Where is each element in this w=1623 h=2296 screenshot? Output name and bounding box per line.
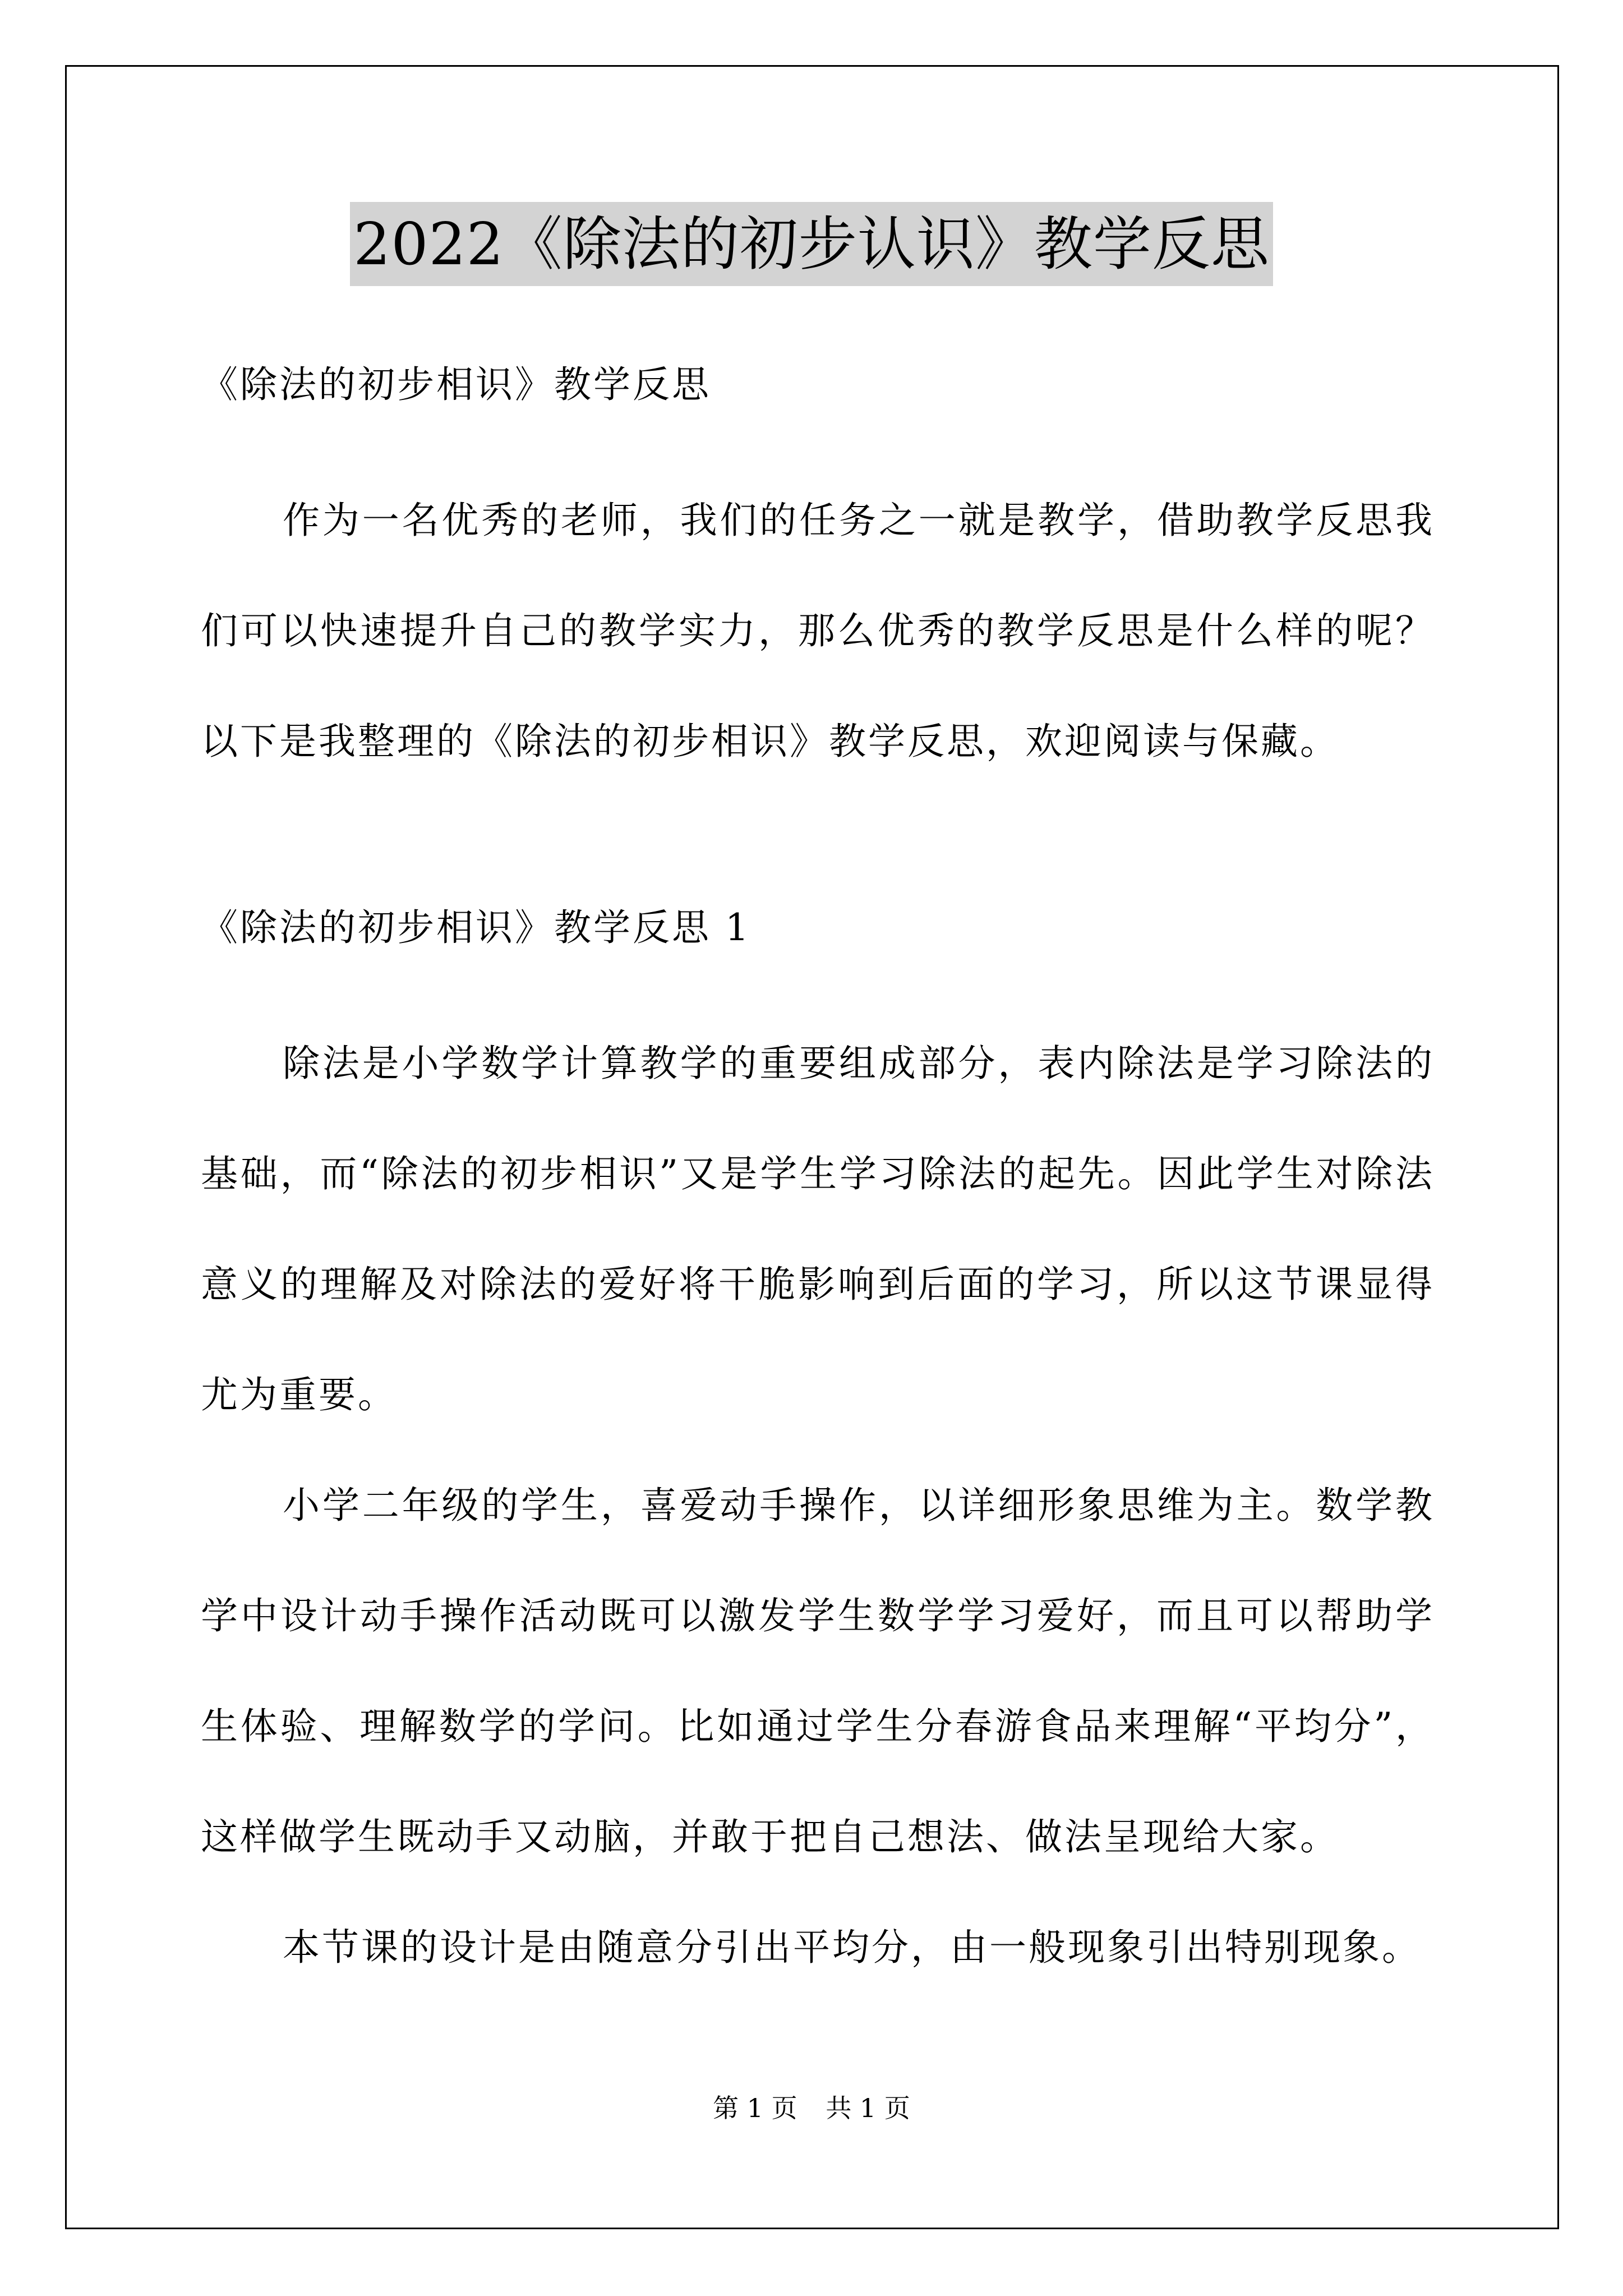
page-number: 第 1 页 <box>713 2093 797 2123</box>
section-heading: 《除法的初步相识》教学反思 1 <box>201 906 751 949</box>
section-heading: 《除法的初步相识》教学反思 <box>201 363 711 406</box>
page-footer <box>0 2091 1623 2125</box>
title-container <box>0 202 1623 286</box>
paragraph: 作为一名优秀的老师，我们的任务之一就是教学，借助教学反思我们可以快速提升自己的教学实力，那么优秀的教学反思是什么样的呢？以下是我整理的《除法的初步相识》教学反思，欢迎阅读与保藏。 <box>201 499 1435 763</box>
page-total: 共 1 页 <box>826 2093 910 2123</box>
document-body <box>201 314 1435 2003</box>
document-title: 2022《除法的初步认识》教学反思 <box>350 202 1273 286</box>
paragraph: 小学二年级的学生，喜爱动手操作，以详细形象思维为主。数学教学中设计动手操作活动既可以激发学生数学学习爱好，而且可以帮助学生体验、理解数学的学问。比如通过学生分春游食品来理解“平均分”，这样做学生既动手又动脑，并敢于把自己想法、做法呈现给大家。 <box>201 1484 1435 1858</box>
paragraph: 本节课的设计是由随意分引出平均分，由一般现象引出特别现象。 <box>283 1926 1421 1969</box>
paragraph: 除法是小学数学计算教学的重要组成部分，表内除法是学习除法的基础，而“除法的初步相识”又是学生学习除法的起先。因此学生对除法意义的理解及对除法的爱好将干脆影响到后面的学习，所以这节课显得尤为重要。 <box>201 1042 1435 1416</box>
